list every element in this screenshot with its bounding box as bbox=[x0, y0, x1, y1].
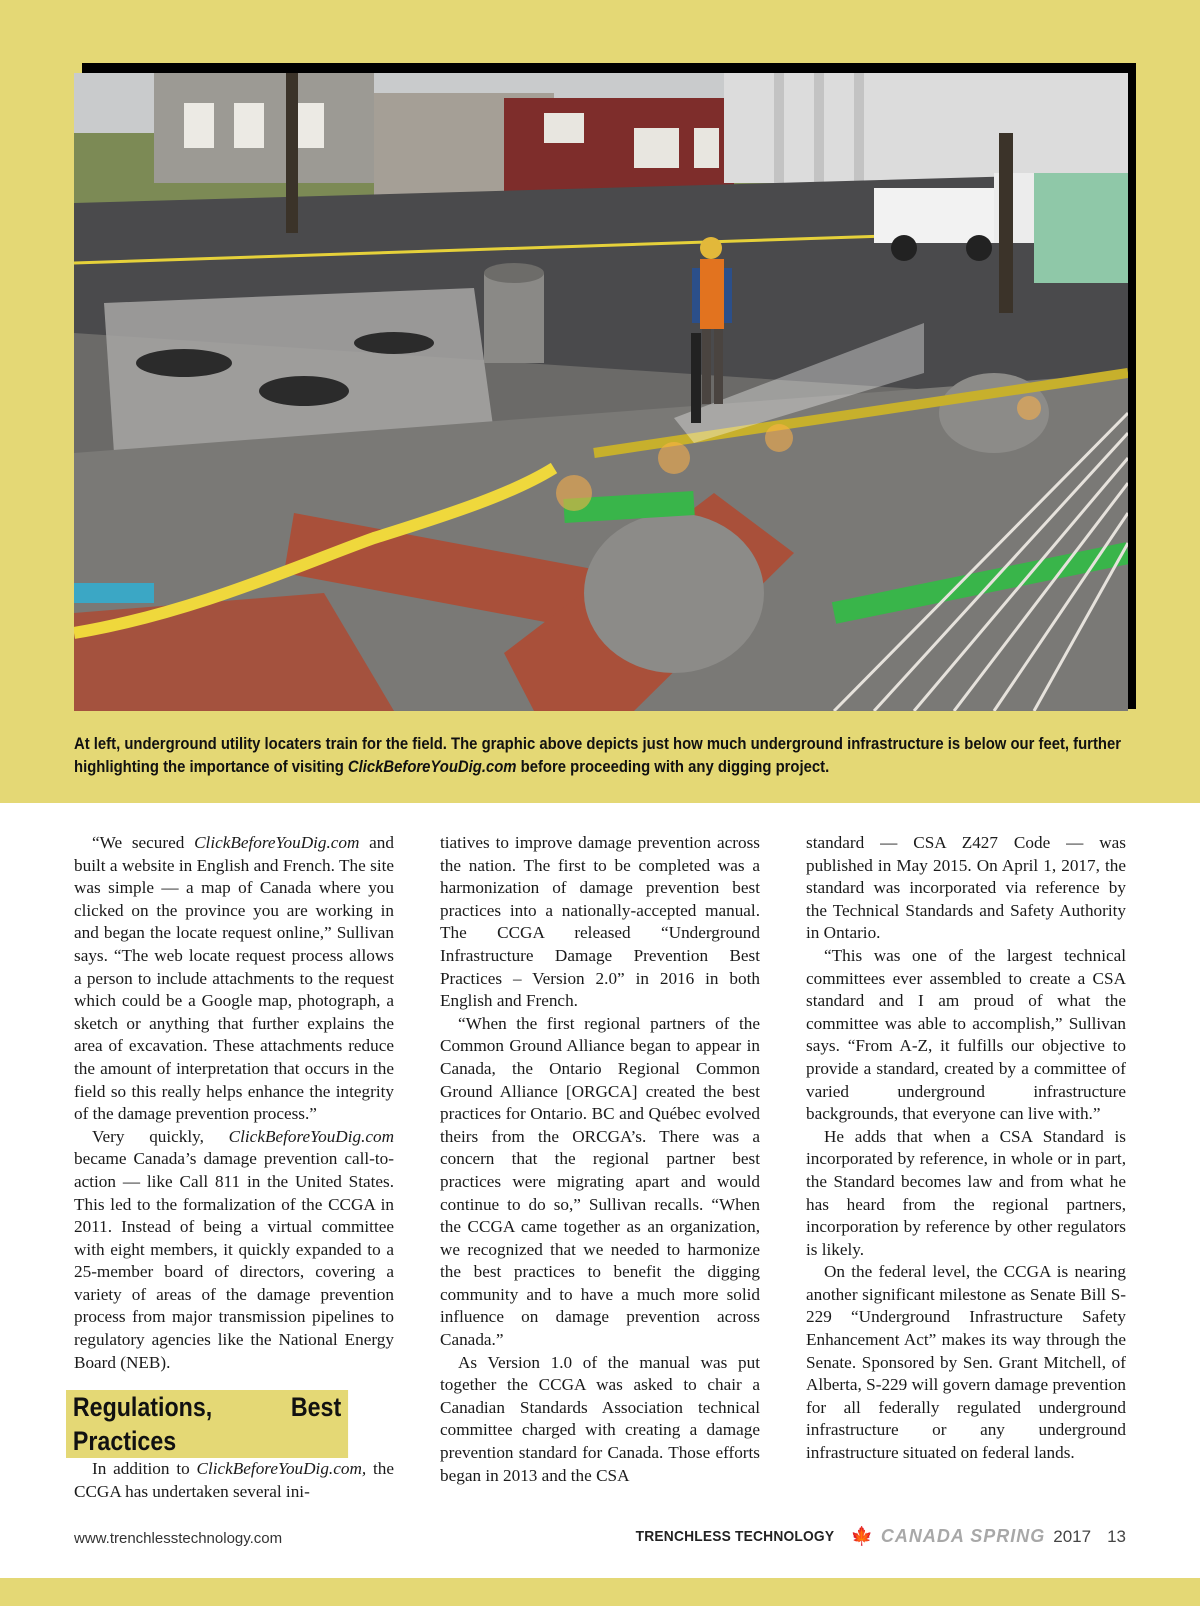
bottom-color-band bbox=[0, 1578, 1200, 1606]
footer-website-url[interactable]: www.trenchlesstechnology.com bbox=[74, 1530, 283, 1547]
paragraph: Very quickly, ClickBeforeYouDig.com became Canada’s damage prevention call-to-action — like Call 811 in the United States. This led to the formalization of the CCGA in 2011. Instead of being a virtual committee with eight members, it quickly expanded to a 25-member board of directors, covering a variety of areas of the damage prevention process from major transmission pipelines to regulatory agencies like the National Energy Board (NEB). bbox=[74, 1126, 394, 1372]
paragraph: “We secured ClickBeforeYouDig.com and built a website in English and French. The site was simple — a map of Canada where you clicked on the province you are working in and began the locate request online,” Sullivan says. “The web locate request process allows a person to include attachments to the request which could be a Google map, photograph, a sketch or anything that further explains the area of excavation. These attachments reduce the amount of interpretation that occurs in the field so this really helps enhance the integrity of the damage prevention process.” bbox=[74, 833, 394, 1124]
website-link[interactable]: ClickBeforeYouDig.com bbox=[228, 1126, 394, 1146]
publication-name: TRENCHLESS TECHNOLOGY bbox=[635, 1528, 834, 1545]
footer-publication-info bbox=[627, 1526, 1126, 1547]
issue-season: CANADA SPRING bbox=[880, 1526, 1046, 1546]
section-subheading: Regulations, Best Practices bbox=[66, 1390, 348, 1458]
caption-website-link[interactable]: ClickBeforeYouDig.com bbox=[347, 758, 517, 776]
paragraph: tiatives to improve damage prevention across the nation. The first to be completed was a harmonization of damage prevention best practices into a nationally-accepted manual. The CCGA released “Underground Infrastructure Damage Prevention Best Practices – Version 2.0” in 2016 in both English and French. bbox=[440, 833, 760, 1011]
article-column-1 bbox=[74, 832, 394, 1503]
caption-text: At left, underground utility locaters train for the field. The graphic above depicts just how much underground infrastructure is below our feet, further highlighting the importance of visiting bbox=[74, 735, 1122, 776]
photo-caption bbox=[74, 733, 1136, 779]
website-link[interactable]: ClickBeforeYouDig.com, bbox=[196, 1459, 367, 1479]
website-link[interactable]: ClickBeforeYouDig.com bbox=[194, 833, 360, 852]
caption-text-end: before proceeding with any digging project. bbox=[516, 758, 830, 776]
paragraph: “This was one of the largest technical committees ever assembled to create a CSA standard and I am proud of what the committee was able to accomplish,” Sullivan says. “From A-Z, it fulfills our objective to provide a standard, created by a committee of varied underground infrastructure backgrounds, that everyone can live with.” bbox=[806, 945, 1126, 1124]
paragraph: He adds that when a CSA Standard is incorporated by reference, in whole or in part, the Standard becomes law and from what he has heard from the regional partners, incorporation by reference by other regulators is likely. bbox=[806, 1126, 1126, 1259]
article-column-2 bbox=[440, 832, 760, 1487]
paragraph: In addition to ClickBeforeYouDig.com, the CCGA has undertaken several ini- bbox=[74, 1459, 394, 1501]
paragraph: “When the first regional partners of the Common Ground Alliance began to appear in Canada, the Ontario Regional Common Ground Alliance [ORGCA] created the best practices for Ontario. BC and Québec evolved theirs from the ORCGA’s. There was a concern that the regional partner best practices were migrating apart and would continue to do so,” Sullivan recalls. “When the CCGA came together as an organization, we recognized that we needed to harmonize the best practices to benefit the digging community and to have a much more solid influence on damage prevention across Canada.” bbox=[440, 1013, 760, 1350]
paragraph: As Version 1.0 of the manual was put together the CCGA was asked to chair a Canadian Standards Association technical committee charged with creating a damage prevention standard for Canada. Those efforts began in 2013 and the CSA bbox=[440, 1352, 760, 1485]
paragraph: On the federal level, the CCGA is nearing another significant milestone as Senate Bill S-229 “Underground Infrastructure Safety Enhancement Act” makes its way through the Senate. Sponsored by Sen. Grant Mitchell, of Alberta, S-229 will govern damage prevention for all federally regulated underground infrastructure or any underground infrastructure situated on federal lands. bbox=[806, 1262, 1126, 1463]
paragraph: standard — CSA Z427 Code — was published in May 2015. On April 1, 2017, the standard was incorporated via reference by the Technical Standards and Safety Authority in Ontario. bbox=[806, 833, 1126, 943]
underground-infrastructure-illustration bbox=[74, 73, 1128, 711]
issue-year: 2017 bbox=[1053, 1526, 1092, 1546]
article-column-3 bbox=[806, 832, 1126, 1465]
maple-leaf-icon: 🍁 bbox=[850, 1526, 873, 1546]
page-number: 13 bbox=[1107, 1526, 1126, 1546]
